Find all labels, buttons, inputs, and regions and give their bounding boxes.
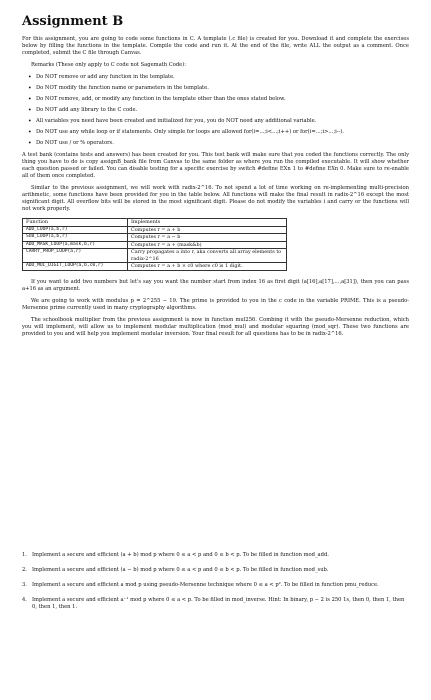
exercise-text: Implement a secure and efficient a⁻¹ mod p where 0 ≤ a < p. To be filled in mod_inverse. Hint: In binary, p − 2 is 250 1s, then 0, then 1, then 0, then 1, then 1. bbox=[32, 597, 405, 610]
remark-item: • Do NOT remove, add, or modify any function in the template other than the ones stated below. bbox=[36, 96, 409, 103]
remark-item: • Do NOT remove or add any function in the template. bbox=[36, 74, 409, 81]
exercise-number: 1. bbox=[22, 552, 27, 558]
remark-item: • All variables you need have been created and initialized for you, you do NOT need any additional variable. bbox=[36, 118, 409, 125]
add-offset-paragraph: If you want to add two numbers but let's say you want the number start from index 16 as first digit (a[16],a[17],...,a[31]), then you can pass a+16 as an argument. bbox=[22, 278, 409, 292]
exercise-item bbox=[22, 567, 409, 574]
test-bank-paragraph: A test bank (contains tests and answers) has been created for you. This test bank will make sure that you coded the functions correctly. The only thing you have to do is copy assignB_bank file from Canvas to the same folder as where you run the compiled executable. It will show whether each question passed or failed. You can disable testing for a specific exercise by switch #define EXn 1 to #define EXn 0. Make sure to re-enable all of them once completed. bbox=[22, 152, 409, 179]
exercise-text: Implement a secure and efficient (a + b) mod p where 0 ≤ a < p and 0 ≤ b < p. To be filled in function mod_add. bbox=[32, 552, 329, 558]
table-row bbox=[23, 241, 287, 249]
exercise-item bbox=[22, 597, 409, 611]
table-header-function: Function bbox=[23, 219, 128, 227]
exercise-text: Implement a secure and efficient a mod p using pseudo-Mersenne technique where 0 ≤ a < p². To be filled in function pmu_reduce. bbox=[32, 582, 379, 588]
table-cell-function: ADD_MASK_LOOP(a,mask,b,r) bbox=[23, 241, 128, 249]
remarks-heading: Remarks (These only apply to C code not Sagemath Code): bbox=[31, 62, 186, 68]
table-row bbox=[23, 263, 287, 271]
table-cell-implements: Computes r = a + (mask&b) bbox=[128, 241, 287, 249]
similar-assignment-paragraph: Similar to the previous assignment, we will work with radix-2^16. To not spend a lot of time working on re-implementing multi-precision arithmetic, some functions have been provided for you in the table below. All functions will make the final result in radix-2^16 except the most significant digit. All overflow bits will be stored in the most significant digit. Please do not modify the variables i and carry or the functions will not work properly. bbox=[22, 185, 409, 212]
exercise-item bbox=[22, 582, 409, 589]
table-cell-implements: Carry propagates a into r, aka converts all array elements to radix-2^16 bbox=[128, 249, 287, 263]
table-row bbox=[23, 234, 287, 242]
schoolbook-paragraph: The schoolbook multiplier from the previous assignment is now in function mul256. Combing it with the pseudo-Mersenne reduction, which you will implement, will allow us to implement modular multiplication (mod_mul) and modular squaring (mod_sqr). These two functions are provided to you and will help you implement modular inversion. Your final result for all questions has to be in radix-2^16. bbox=[22, 316, 409, 337]
exercise-text: Implement a secure and efficient (a − b) mod p where 0 ≤ a < p and 0 ≤ b < p. To be filled in function mod_sub. bbox=[32, 567, 329, 573]
remark-item: • Do NOT use / or % operators. bbox=[36, 140, 409, 147]
table-cell-function: ADD_MUL_DIGIT_LOOP(a,b,c0,r) bbox=[23, 263, 128, 271]
modulus-paragraph: We are going to work with modulus p = 2^255 − 19. The prime is provided to you in the c code in the variable PRIME. This is a pseudo-Mersenne prime currently used in many cryptography algorithms. bbox=[22, 297, 409, 311]
table-cell-function: SUB_LOOP(a,b,r) bbox=[23, 234, 128, 242]
table-row bbox=[23, 226, 287, 234]
exercise-section bbox=[22, 552, 409, 619]
table-cell-function: CARRY_PROP_LOOP(a,r) bbox=[23, 249, 128, 263]
remark-item: • Do NOT add any library to the C code. bbox=[36, 107, 409, 114]
exercise-number: 4. bbox=[22, 597, 27, 603]
table-row bbox=[23, 249, 287, 263]
exercise-number: 2. bbox=[22, 567, 27, 573]
remarks-list bbox=[22, 74, 409, 147]
page-title: Assignment B bbox=[22, 14, 124, 29]
remark-item: • Do NOT modify the function name or parameters in the template. bbox=[36, 85, 409, 92]
table-header-implements: Implements bbox=[128, 219, 287, 227]
table-cell-implements: Computes r = a + b bbox=[128, 226, 287, 234]
exercise-number: 3. bbox=[22, 582, 27, 588]
table-cell-function: ADD_LOOP(a,b,r) bbox=[23, 226, 128, 234]
intro-paragraph: For this assignment, you are going to code some functions in C. A template (.c file) is created for you. Download it and complete the exercises below by filling the functions in the template. Compile the code and run it. At the end of the file, write ALL the output as a comment. Once completed, submit the C file through Canvas. bbox=[22, 36, 409, 56]
exercise-list bbox=[22, 552, 409, 611]
table-header-row bbox=[23, 219, 287, 227]
table-cell-implements: Computes r = a + b × c0 where c0 is 1 digit. bbox=[128, 263, 287, 271]
exercise-item bbox=[22, 552, 409, 559]
table-cell-implements: Computes r = a − b bbox=[128, 234, 287, 242]
remark-item: • Do NOT use any while loop or if statements. Only simple for loops are allowed for(i=...;i<...;i++) or for(i=...;i>...;i--). bbox=[36, 129, 409, 136]
function-table bbox=[22, 218, 287, 271]
